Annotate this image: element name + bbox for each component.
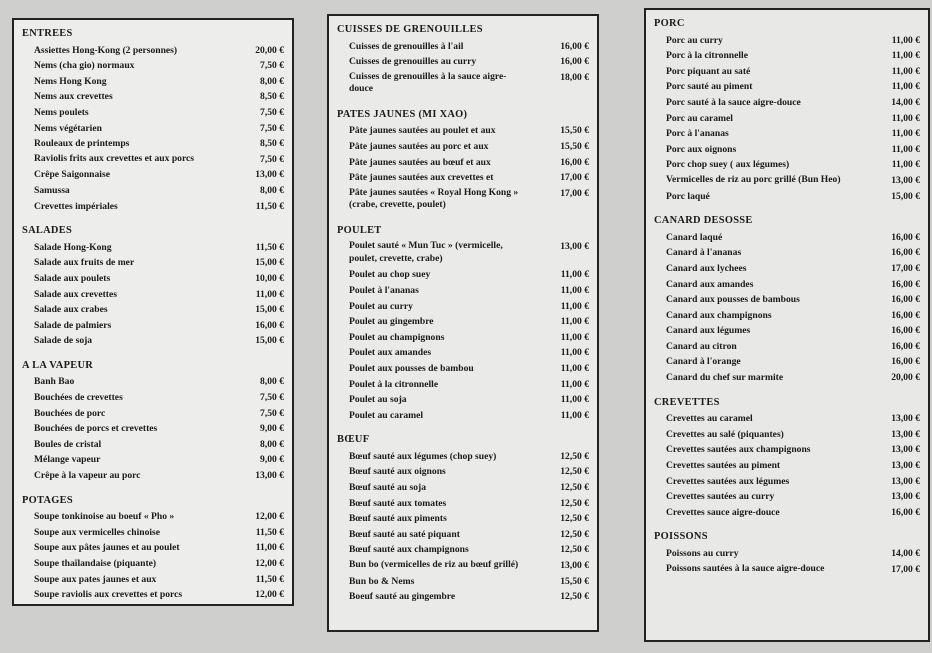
menu-item-name: Porc laqué — [666, 190, 710, 202]
menu-item-price: 11,50 € — [255, 200, 284, 212]
menu-item-name: Crevettes sautées au piment — [666, 460, 781, 472]
menu-item — [654, 173, 920, 189]
menu-item-name: Crevettes sautées aux légumes — [666, 475, 790, 487]
menu-item — [337, 480, 589, 496]
menu-item-name: Banh Bao — [34, 376, 75, 388]
menu-item-price: 11,00 € — [560, 409, 589, 421]
menu-item — [654, 33, 920, 49]
menu-item — [654, 95, 920, 111]
menu-item-price: 8,50 € — [260, 91, 284, 103]
menu-item — [337, 299, 589, 315]
menu-item-name: Soupe tonkinoise au boeuf « Pho » — [34, 511, 175, 523]
menu-item — [22, 509, 284, 525]
menu-item-name: Crevettes au salé (piquantes) — [666, 428, 784, 440]
menu-item-name: Boeuf sauté au gingembre — [349, 591, 456, 603]
menu-item-price: 16,00 € — [891, 309, 920, 321]
menu-item-price: 11,00 € — [560, 300, 589, 312]
menu-item-price: 17,00 € — [560, 172, 589, 184]
menu-item-name: Crêpe Saigonnaise — [34, 169, 110, 181]
menu-item-price: 16,00 € — [560, 56, 589, 68]
menu-item-name: Bœuf sauté aux légumes (chop suey) — [349, 450, 497, 462]
menu-item-name: Soupe aux vermicelles chinoise — [34, 526, 161, 538]
menu-item-name: Crevettes sauce aigre-douce — [666, 506, 780, 518]
section-heading: SALADES — [22, 225, 73, 237]
menu-item — [22, 540, 284, 556]
menu-item-price: 17,00 € — [891, 563, 920, 575]
menu-item-name: Soupe thaïlandaise (piquante) — [34, 558, 157, 569]
menu-item-name: Poulet à l'ananas — [349, 284, 419, 296]
menu-item-price: 16,00 € — [891, 231, 920, 243]
menu-item — [22, 136, 284, 152]
menu-item-name: Poulet au champignons — [349, 331, 445, 343]
menu-item-name: Bœuf sauté au saté piquant — [349, 528, 460, 540]
menu-item-price: 13,00 € — [560, 560, 589, 572]
menu-item-price: 11,00 € — [560, 316, 589, 328]
menu-item — [654, 474, 920, 490]
menu-item-name: Boules de cristal — [34, 438, 102, 450]
menu-item-price: 13,00 € — [891, 428, 920, 440]
menu-item-price: 17,00 € — [891, 262, 920, 274]
menu-item-price: 9,00 € — [260, 423, 284, 435]
menu-item-name: Bouchées de crevettes — [34, 392, 123, 404]
menu-item — [337, 377, 589, 393]
menu-item — [337, 239, 589, 267]
menu-item-price: 16,00 € — [891, 356, 920, 368]
menu-item-price: 12,00 € — [255, 558, 284, 569]
menu-item-price: 11,00 € — [560, 394, 589, 406]
menu-item-price: 9,00 € — [260, 454, 284, 466]
menu-item — [654, 562, 920, 578]
menu-item — [654, 546, 920, 562]
menu-item-name: Canard aux amandes — [666, 278, 754, 290]
menu-item-name: Porc chop suey ( aux légumes) — [666, 159, 790, 171]
menu-item-name: Nems (cha gio) normaux — [34, 60, 135, 72]
menu-item-name: Porc sauté au piment — [666, 81, 753, 93]
menu-item-name: Pâte jaunes sautées au porc et aux — [349, 140, 489, 152]
section-heading: CUISSES DE GRENOUILLES — [337, 24, 483, 35]
menu-item-name: Bœuf sauté aux oignons — [349, 466, 446, 478]
menu-item-price: 14,00 € — [891, 96, 920, 108]
menu-item — [337, 496, 589, 512]
menu-item-name: Porc au curry — [666, 34, 723, 46]
section-heading: ENTREES — [22, 28, 73, 39]
menu-item — [654, 292, 920, 308]
menu-item-price: 15,50 € — [560, 125, 589, 137]
menu-item-price: 13,00 € — [255, 169, 284, 181]
menu-item — [22, 105, 284, 121]
menu-section — [654, 529, 920, 577]
menu-item-name: Soupe aux pâtes jaunes et au poulet — [34, 542, 180, 554]
menu-item-name: Canard à l'ananas — [666, 247, 742, 259]
menu-item-name: Porc à la citronnelle — [666, 50, 748, 62]
menu-item — [337, 170, 589, 186]
menu-section — [337, 107, 589, 214]
menu-item — [337, 408, 589, 424]
menu-item-name: Canard du chef sur marmite — [666, 372, 784, 384]
menu-item-price: 7,50 € — [260, 153, 284, 165]
menu-item — [337, 123, 589, 139]
menu-item — [654, 458, 920, 474]
menu-item — [22, 121, 284, 137]
menu-section — [22, 223, 284, 349]
menu-item-price: 15,50 € — [560, 575, 589, 587]
menu-item-name: Bœuf sauté au soja — [349, 482, 427, 494]
menu-item — [654, 323, 920, 339]
menu-item — [337, 39, 589, 55]
menu-item-price: 18,00 € — [560, 71, 589, 83]
menu-item-price: 11,50 € — [255, 573, 284, 585]
menu-item-price: 12,50 € — [560, 591, 589, 603]
menu-item — [22, 437, 284, 453]
menu-item — [654, 79, 920, 95]
menu-item-name: Poulet sauté « Mun Tuc » (vermicelle, poulet, crevette, crabe) — [349, 240, 503, 264]
menu-item-name: Canard laqué — [666, 231, 723, 243]
menu-item — [337, 449, 589, 465]
menu-item — [654, 261, 920, 277]
menu-item — [22, 390, 284, 406]
menu-item-name: Porc piquant au saté — [666, 65, 751, 77]
menu-item-price: 7,50 € — [260, 407, 284, 419]
menu-item-name: Crevettes au caramel — [666, 413, 753, 425]
menu-item-price: 12,00 € — [255, 511, 284, 523]
menu-item-price: 16,00 € — [891, 294, 920, 306]
menu-item-name: Salade de soja — [34, 335, 93, 347]
menu-item-name: Pâte jaunes sautées aux crevettes et — [349, 172, 494, 184]
menu-item — [22, 406, 284, 422]
menu-item-price: 12,00 € — [255, 589, 284, 601]
menu-item-name: Crêpe à la vapeur au porc — [34, 470, 141, 482]
menu-item-name: Bouchées de porc — [34, 407, 106, 419]
menu-item — [337, 392, 589, 408]
section-heading: CANARD DESOSSE — [654, 215, 753, 227]
menu-item-name: Nems Hong Kong — [34, 75, 107, 87]
menu-item-price: 15,00 € — [891, 190, 920, 202]
menu-item — [654, 489, 920, 505]
menu-item-price: 20,00 € — [255, 44, 284, 56]
menu-item-price: 15,00 € — [255, 257, 284, 269]
menu-item-price: 14,00 € — [891, 548, 920, 559]
menu-item — [337, 155, 589, 171]
menu-item-price: 15,50 € — [560, 140, 589, 152]
menu-item-name: Soupe aux pates jaunes et aux — [34, 573, 157, 585]
menu-item-name: Poulet aux amandes — [349, 347, 432, 359]
menu-item-price: 13,00 € — [560, 241, 589, 253]
menu-item — [337, 283, 589, 299]
menu-panel-middle — [327, 14, 599, 632]
menu-item — [337, 574, 589, 590]
menu-item-price: 12,50 € — [560, 528, 589, 540]
menu-item-price: 12,50 € — [560, 497, 589, 509]
section-heading: PATES JAUNES (MI XAO) — [337, 108, 468, 120]
menu-item — [337, 464, 589, 480]
menu-item-name: Salade aux fruits de mer — [34, 257, 135, 269]
menu-item — [22, 167, 284, 183]
menu-item-name: Pâte jaunes sautées « Royal Hong Kong » (crabe, crevette, poulet) — [349, 186, 519, 211]
menu-item — [654, 230, 920, 246]
menu-item-price: 13,00 € — [891, 460, 920, 472]
menu-item — [654, 157, 920, 173]
menu-item-price: 16,00 € — [255, 319, 284, 331]
menu-item — [654, 189, 920, 205]
menu-item-price: 7,50 € — [260, 106, 284, 118]
menu-item — [654, 427, 920, 443]
menu-section — [654, 213, 920, 386]
menu-item-name: Soupe raviolis aux crevettes et porcs — [34, 589, 183, 601]
menu-item-name: Nems poulets — [34, 106, 89, 118]
menu-item — [337, 314, 589, 330]
menu-item-name: Poissons sautées à la sauce aigre-douce — [666, 562, 825, 574]
menu-item — [22, 374, 284, 390]
menu-section — [337, 223, 589, 424]
menu-item-name: Vermicelles de riz au porc grillé (Bun Heo) — [666, 173, 841, 185]
menu-item-name: Raviolis frits aux crevettes et aux porcs — [34, 152, 195, 164]
menu-item-price: 11,50 € — [255, 526, 284, 538]
menu-item-name: Poulet au soja — [349, 394, 407, 406]
menu-item — [22, 43, 284, 59]
menu-item-price: 8,00 € — [260, 438, 284, 450]
menu-item — [22, 302, 284, 318]
menu-item — [337, 70, 589, 98]
section-heading: BŒUF — [337, 434, 370, 446]
menu-item-name: Bun bo & Nems — [349, 575, 415, 587]
menu-item-name: Poulet à la citronnelle — [349, 378, 439, 390]
menu-item-name: Samussa — [34, 184, 70, 196]
menu-item — [22, 421, 284, 437]
menu-item — [654, 126, 920, 142]
menu-item-price: 11,00 € — [891, 34, 920, 46]
menu-item-name: Nems végétarien — [34, 122, 102, 134]
menu-item-name: Bœuf sauté aux tomates — [349, 497, 447, 509]
menu-item — [654, 111, 920, 127]
menu-item — [22, 89, 284, 105]
menu-item-name: Poulet aux pousses de bambou — [349, 362, 474, 374]
menu-item-price: 11,00 € — [560, 269, 589, 281]
menu-item-price: 8,00 € — [260, 376, 284, 388]
menu-item-name: Salade Hong-Kong — [34, 241, 112, 253]
menu-item — [337, 511, 589, 527]
menu-item-price: 10,00 € — [255, 272, 284, 284]
menu-item-name: Bœuf sauté aux champignons — [349, 544, 469, 556]
menu-item — [337, 589, 589, 605]
menu-panel-left — [12, 18, 294, 606]
menu-item-price: 11,00 € — [560, 347, 589, 359]
menu-item-price: 8,00 € — [260, 75, 284, 87]
menu-item — [22, 74, 284, 90]
menu-item — [22, 271, 284, 287]
menu-item-name: Cuisses de grenouilles à l'ail — [349, 40, 464, 52]
menu-item-price: 11,00 € — [255, 542, 284, 554]
menu-item — [22, 572, 284, 588]
menu-item — [22, 199, 284, 215]
menu-section — [22, 26, 284, 214]
menu-item-price: 20,00 € — [891, 372, 920, 384]
menu-item — [337, 186, 589, 214]
menu-item-name: Poulet au caramel — [349, 409, 424, 421]
menu-item-name: Canard aux pousses de bambous — [666, 294, 800, 306]
menu-item-price: 13,00 € — [891, 413, 920, 425]
menu-item-price: 16,00 € — [560, 156, 589, 168]
menu-item-price: 13,00 € — [891, 444, 920, 456]
menu-item — [654, 442, 920, 458]
section-heading: A LA VAPEUR — [22, 359, 94, 371]
menu-item — [22, 183, 284, 199]
menu-item-price: 8,00 € — [260, 184, 284, 196]
menu-item-price: 11,00 € — [891, 112, 920, 124]
menu-item-price: 17,00 € — [560, 187, 589, 199]
menu-item-price: 7,50 € — [260, 392, 284, 404]
menu-item — [654, 505, 920, 521]
section-heading: POULET — [337, 224, 382, 236]
menu-item-price: 13,00 € — [255, 470, 284, 482]
menu-item — [654, 370, 920, 386]
menu-item-name: Cuisses de grenouilles à la sauce aigre-douce — [349, 70, 507, 95]
menu-item — [337, 527, 589, 543]
menu-item-name: Salade aux crabes — [34, 304, 108, 316]
menu-item — [654, 411, 920, 427]
menu-item-price: 13,00 € — [891, 475, 920, 487]
menu-item — [22, 333, 284, 349]
menu-item-price: 12,50 € — [560, 544, 589, 556]
menu-item-price: 11,00 € — [891, 65, 920, 77]
menu-item-price: 11,00 € — [891, 50, 920, 62]
menu-panel-right — [644, 8, 930, 642]
menu-item-price: 11,00 € — [560, 378, 589, 390]
menu-item — [22, 468, 284, 484]
menu-item-name: Bœuf sauté aux piments — [349, 513, 447, 525]
menu-item-name: Salade aux crevettes — [34, 288, 117, 300]
menu-item-name: Porc sauté à la sauce aigre-douce — [666, 96, 801, 108]
menu-item-name: Poulet au chop suey — [349, 269, 431, 281]
menu-item-name: Nems aux crevettes — [34, 91, 113, 103]
menu-item — [337, 54, 589, 70]
menu-item-name: Salade de palmiers — [34, 319, 112, 331]
menu-item-name: Assiettes Hong-Kong (2 personnes) — [34, 44, 178, 56]
menu-item-price: 11,00 € — [255, 288, 284, 300]
menu-item-name: Canard à l'orange — [666, 356, 741, 368]
menu-item-price: 15,00 € — [255, 304, 284, 316]
menu-item-name: Poissons au curry — [666, 548, 739, 559]
menu-item-name: Bouchées de porcs et crevettes — [34, 423, 158, 435]
menu-item — [22, 287, 284, 303]
menu-item-name: Canard aux lychees — [666, 262, 747, 274]
menu-item — [654, 245, 920, 261]
menu-section — [22, 358, 284, 484]
menu-item-price: 13,00 € — [891, 174, 920, 186]
menu-item-name: Crevettes impériales — [34, 200, 118, 212]
menu-item-name: Rouleaux de printemps — [34, 138, 130, 150]
menu-item-name: Bun bo (vermicelles de riz au bœuf grillé) — [349, 559, 519, 571]
menu-item — [22, 452, 284, 468]
menu-section — [337, 22, 589, 98]
menu-item — [22, 556, 284, 572]
menu-item — [22, 255, 284, 271]
menu-section — [22, 493, 284, 603]
menu-item-price: 16,00 € — [891, 278, 920, 290]
menu-item-price: 11,00 € — [891, 128, 920, 140]
menu-item — [22, 525, 284, 541]
menu-item-price: 12,50 € — [560, 513, 589, 525]
section-heading: POISSONS — [654, 531, 708, 543]
menu-item — [654, 308, 920, 324]
menu-item-price: 13,00 € — [891, 491, 920, 503]
menu-item-name: Porc aux oignons — [666, 143, 737, 155]
menu-item-name: Canard aux champignons — [666, 309, 772, 321]
menu-item-name: Mélange vapeur — [34, 454, 101, 466]
menu-item — [22, 318, 284, 334]
menu-item — [22, 587, 284, 603]
menu-item — [22, 240, 284, 256]
menu-item-price: 11,00 € — [560, 331, 589, 343]
menu-item-price: 16,00 € — [560, 40, 589, 52]
menu-item — [654, 142, 920, 158]
menu-item-name: Poulet au curry — [349, 300, 413, 312]
menu-item-name: Porc à l'ananas — [666, 128, 729, 140]
menu-item-name: Canard au citron — [666, 340, 737, 352]
menu-item-name: Salade aux poulets — [34, 272, 111, 284]
menu-item — [337, 542, 589, 558]
menu-item-name: Cuisses de grenouilles au curry — [349, 56, 477, 68]
menu-item — [337, 330, 589, 346]
menu-item-name: Pâte jaunes sautées au bœuf et aux — [349, 156, 491, 168]
menu-item-price: 11,00 € — [560, 362, 589, 374]
menu-item-price: 11,50 € — [255, 241, 284, 253]
menu-item-price: 11,00 € — [891, 159, 920, 171]
menu-item — [337, 345, 589, 361]
section-heading: POTAGES — [22, 494, 73, 506]
menu-item-price: 11,00 € — [891, 143, 920, 155]
menu-item — [654, 354, 920, 370]
menu-section — [337, 432, 589, 605]
menu-item — [337, 139, 589, 155]
menu-item-price: 16,00 € — [891, 247, 920, 259]
menu-item-name: Porc au caramel — [666, 112, 733, 124]
menu-item — [654, 48, 920, 64]
menu-item-price: 11,00 € — [560, 284, 589, 296]
menu-item-name: Crevettes sautées au curry — [666, 491, 775, 503]
menu-item — [654, 339, 920, 355]
menu-item-name: Crevettes sautées aux champignons — [666, 444, 811, 456]
menu-item — [337, 267, 589, 283]
menu-item — [337, 558, 589, 574]
menu-item-name: Canard aux légumes — [666, 325, 751, 337]
menu-item-price: 16,00 € — [891, 506, 920, 518]
section-heading: CREVETTES — [654, 396, 720, 408]
menu-item-price: 7,50 € — [260, 122, 284, 134]
menu-item-price: 12,50 € — [560, 482, 589, 494]
menu-item — [337, 361, 589, 377]
menu-section — [654, 395, 920, 521]
section-heading: PORC — [654, 18, 685, 29]
menu-item-price: 11,00 € — [891, 81, 920, 93]
menu-item-price: 8,50 € — [260, 138, 284, 150]
menu-item-price: 12,50 € — [560, 466, 589, 478]
menu-item-price: 12,50 € — [560, 450, 589, 462]
menu-item — [654, 277, 920, 293]
menu-item-price: 16,00 € — [891, 325, 920, 337]
menu-item — [22, 58, 284, 74]
menu-item — [22, 152, 284, 168]
menu-item-name: Poulet au gingembre — [349, 316, 434, 328]
menu-section — [654, 16, 920, 204]
menu-item-price: 7,50 € — [260, 60, 284, 72]
menu-item — [654, 64, 920, 80]
menu-item-name: Pâte jaunes sautées au poulet et aux — [349, 125, 496, 137]
menu-item-price: 15,00 € — [255, 335, 284, 347]
menu-item-price: 16,00 € — [891, 340, 920, 352]
